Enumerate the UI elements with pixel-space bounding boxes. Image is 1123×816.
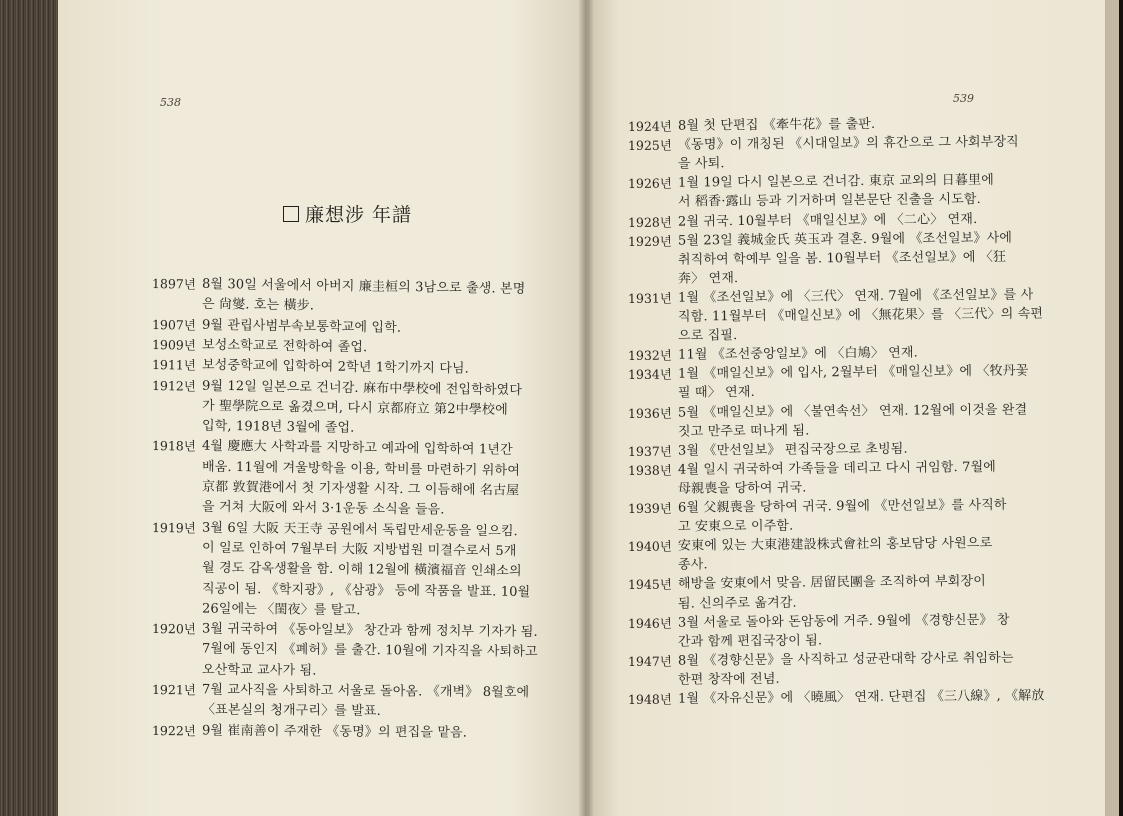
chronology-text: 5월 《매일신보》에 〈불연속선〉 연재. 12월에 이것을 완결 — [677, 402, 1028, 421]
chronology-text: 1월 《자유신문》에 〈曉風〉 연재. 단편집 《三八線》, 《解放 — [677, 688, 1045, 707]
chronology-text: 을 사퇴. — [677, 156, 725, 172]
chronology-text: 1월 《조선일보》에 〈三代〉 연재. 7월에 《조선일보》를 사 — [677, 287, 1034, 306]
chronology-title — [283, 200, 412, 227]
chronology-text: 을 거쳐 大阪에 와서 3·1운동 소식을 들음. — [201, 499, 445, 518]
chronology-text: 3월 서울로 돌아와 돈암동에 거주. 9월에 《경향신문》 창 — [677, 612, 1010, 631]
chronology-year: 1937년 — [627, 443, 672, 459]
chronology-text: 6월 父親喪을 당하여 귀국. 9월에 《만선일보》를 사직하 — [677, 497, 1007, 516]
chronology-text: 보성중학교에 입학하여 2학년 1학기까지 다님. — [201, 357, 470, 377]
chronology-text: 3월 6일 大阪 天王寺 공원에서 독립만세운동을 일으킴. — [201, 520, 518, 539]
chronology-year: 1947년 — [627, 653, 672, 669]
chronology-year: 1920년 — [151, 621, 196, 637]
chronology-year: 1924년 — [627, 118, 672, 134]
chronology-text: 직공이 됨. 《학지광》, 《삼광》 등에 작품을 발표. 10월 — [201, 581, 531, 600]
chronology-year: 1925년 — [627, 137, 672, 154]
chronology-year: 1948년 — [627, 691, 672, 707]
chronology-text: 짓고 만주로 떠나게 됨. — [677, 423, 810, 440]
chronology-year: 1940년 — [627, 538, 672, 555]
chronology-text: 8월 첫 단편집 《牽牛花》를 출판. — [677, 116, 876, 134]
book-gutter — [578, 0, 594, 816]
chronology-year: 1911년 — [151, 357, 197, 373]
chronology-year: 1909년 — [151, 336, 197, 353]
chronology-text: 해방을 安東에서 맞음. 居留民團을 조직하여 부회장이 — [677, 574, 986, 592]
chronology-year: 1907년 — [151, 316, 197, 333]
chronology-year: 1932년 — [627, 347, 672, 364]
square-bullet-icon — [283, 206, 299, 222]
chronology-text: 됨. 신의주로 옮겨감. — [677, 595, 797, 612]
chronology-year: 1931년 — [627, 290, 672, 306]
chronology-text: 필 때〉 연재. — [677, 385, 755, 401]
chronology-year: 1912년 — [151, 377, 196, 394]
chronology-text: 5월 23일 義城金氏 英玉과 결혼. 9월에 《조선일보》사에 — [677, 230, 1013, 249]
chronology-text: 安東에 있는 大東港建設株式會社의 홍보담당 사원으로 — [677, 536, 993, 554]
chronology-text: 으로 집필. — [677, 328, 738, 344]
chronology-text: 26일에는 〈閨夜〉를 탈고. — [201, 601, 361, 618]
chronology-text: 1월 《매일신보》에 입사, 2월부터 《매일신보》에 〈牧丹꽃 — [677, 363, 1029, 382]
chronology-text: 〈표본실의 청개구리〉를 발표. — [201, 702, 381, 720]
chronology-text: 종사. — [677, 557, 708, 573]
chronology-year: 1921년 — [151, 682, 196, 698]
chronology-year: 1897년 — [151, 276, 197, 292]
chronology-text: 8월 30일 서울에서 아버지 廉圭桓의 3남으로 출생. 본명 — [201, 276, 526, 297]
chronology-text: 이 일로 인하여 7월부터 大阪 지방법원 미결수로서 5개 — [201, 540, 517, 559]
chronology-text: 배움. 11월에 겨울방학을 이용, 학비를 마련하기 위하여 — [201, 459, 521, 479]
chronology-year: 1919년 — [151, 519, 196, 536]
chronology-text: 2월 귀국. 10월부터 《매일신보》에 〈二心〉 연재. — [677, 211, 978, 230]
chronology-text: 고 安東으로 이주함. — [677, 518, 794, 535]
chronology-text: 직함. 11월부터 《매일신보》에 〈無花果〉를 〈三代〉의 속편 — [677, 306, 1044, 325]
chronology-text: 월 경도 감옥생활을 함. 이해 12월에 橫濱福音 인쇄소의 — [201, 560, 522, 580]
chronology-text: 1월 19일 다시 일본으로 건너감. 東京 교외의 日暮里에 — [677, 173, 994, 191]
chronology-text: 서 稻香·露山 등과 기거하며 일본문단 진출을 시도함. — [677, 192, 981, 210]
chronology-text: 간과 함께 편집국장이 됨. — [677, 632, 823, 650]
chronology-year: 1945년 — [627, 577, 672, 593]
chronology-year: 1928년 — [627, 214, 672, 230]
chronology-text: 11월 《조선중앙일보》에 〈白鳩〉 연재. — [677, 345, 919, 363]
book-page-edges-left — [0, 0, 58, 816]
chronology-text: 9월 崔南善이 주재한 《동명》의 편집을 맡음. — [201, 722, 468, 741]
chronology-year: 1934년 — [627, 366, 672, 383]
chronology-year: 1926년 — [627, 175, 672, 192]
chronology-text: 오산학교 교사가 됨. — [201, 662, 317, 679]
chronology-text: 9월 12일 일본으로 건너감. 麻布中學校에 전입학하였다 — [201, 378, 523, 398]
chronology-year: 1939년 — [627, 500, 672, 516]
chronology-text: 7월 교사직을 사퇴하고 서울로 돌아옴. 《개벽》 8월호에 — [201, 682, 530, 701]
chronology-year: 1929년 — [627, 233, 672, 249]
chronology-year: 1946년 — [627, 615, 672, 631]
chronology-text: 4월 慶應大 사학과를 지망하고 예과에 입학하여 1년간 — [201, 439, 513, 459]
right-page-number: 539 — [953, 92, 974, 105]
chronology-text: 7월에 동인지 《폐허》를 출간. 10월에 기자직을 사퇴하고 — [201, 641, 538, 661]
chronology-text: 《동명》이 개칭된 《시대일보》의 휴간으로 그 사회부장직 — [677, 134, 1019, 153]
chronology-text: 3월 귀국하여 《동아일보》 창간과 함께 정치부 기자가 됨. — [201, 621, 538, 640]
chronology-year: 1938년 — [627, 462, 672, 478]
chronology-text: 은 尙燮. 호는 橫步. — [201, 297, 315, 314]
chronology-text: 母親喪을 당하여 귀국. — [677, 480, 807, 497]
left-page-number: 538 — [160, 96, 181, 109]
chronology-text: 한편 창작에 전념. — [677, 671, 780, 688]
chronology-text: 취직하여 학예부 일을 봄. 10월부터 《조선일보》에 〈狂 — [677, 249, 1007, 268]
chronology-text: 9월 관립사범부속보통학교에 입학. — [201, 317, 402, 336]
chronology-text: 奔〉 연재. — [677, 270, 739, 287]
chronology-year: 1918년 — [151, 438, 196, 454]
chronology-text: 입학, 1918년 3월에 졸업. — [201, 418, 355, 436]
chronology-title-text: 廉想涉 年譜 — [305, 204, 413, 226]
chronology-text: 8월 《경향신문》을 사직하고 성균관대학 강사로 취임하는 — [677, 650, 1014, 669]
book-page-edges-right — [1105, 0, 1123, 816]
chronology-year: 1922년 — [151, 722, 196, 738]
chronology-text: 3월 《만선일보》 편집국장으로 초빙됨. — [677, 441, 908, 459]
chronology-text: 4월 일시 귀국하여 가족들을 데리고 다시 귀임함. 7월에 — [677, 459, 997, 478]
chronology-year: 1936년 — [627, 405, 672, 421]
chronology-text: 보성소학교로 전학하여 졸업. — [201, 337, 368, 356]
chronology-text: 가 聖學院으로 옮겼으며, 다시 京都府立 第2中學校에 — [201, 398, 508, 418]
chronology-text: 京都 敦賀港에서 첫 기자생활 시작. 그 이듬해에 名古屋 — [201, 479, 520, 499]
